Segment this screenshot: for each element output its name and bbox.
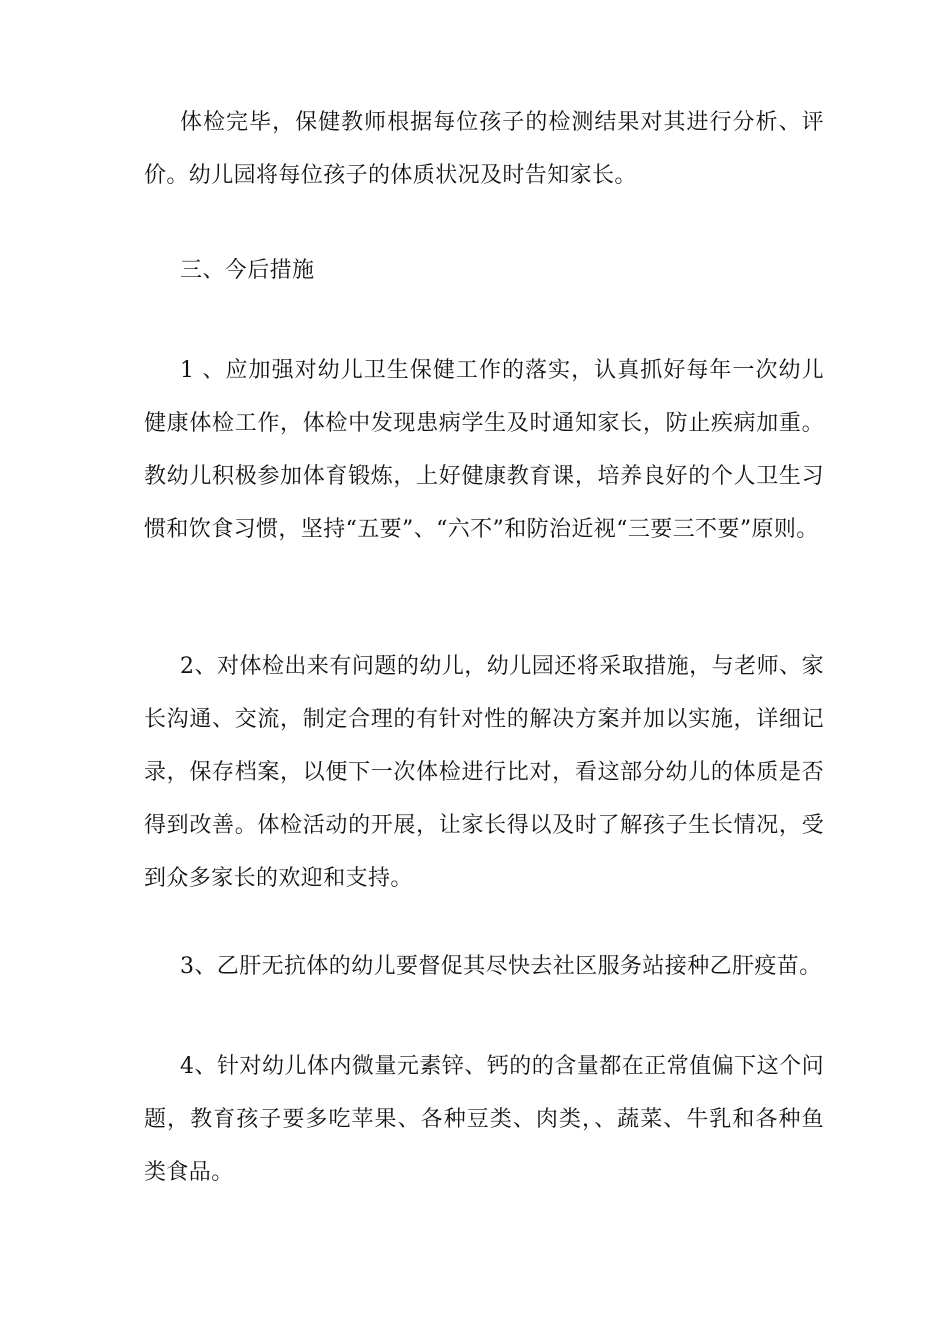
paragraph-measure-4: 4、针对幼儿体内微量元素锌、钙的的含量都在正常值偏下这个问题，教育孩子要多吃苹果、各种豆类、肉类，、蔬菜、牛乳和各种鱼类食品。	[144, 1054, 824, 1185]
paragraph-measure-2: 2、对体检出来有问题的幼儿，幼儿园还将采取措施，与老师、家长沟通、交流，制定合理的有针对性的解决方案并加以实施，详细记录，保存档案，以便下一次体检进行比对，看这部分幼儿的体质是否得到改善。体检活动的开展，让家长得以及时了解孩子生长情况，受到众多家长的欢迎和支持。	[144, 654, 824, 891]
paragraph-checkup-summary: 体检完毕，保健教师根据每位孩子的检测结果对其进行分析、评价。幼儿园将每位孩子的体质状况及时告知家长。	[144, 110, 824, 188]
section-heading-future-measures: 三、今后措施	[180, 258, 315, 283]
paragraph-measure-1: 1 、应加强对幼儿卫生保健工作的落实，认真抓好每年一次幼儿健康体检工作，体检中发现患病学生及时通知家长，防止疾病加重。教幼儿积极参加体育锻炼，上好健康教育课，培养良好的个人卫生习惯和饮食习惯，坚持“五要”、“六不”和防治近视“三要三不要”原则。	[144, 358, 824, 542]
paragraph-measure-3: 3、乙肝无抗体的幼儿要督促其尽快去社区服务站接种乙肝疫苗。	[180, 954, 822, 979]
